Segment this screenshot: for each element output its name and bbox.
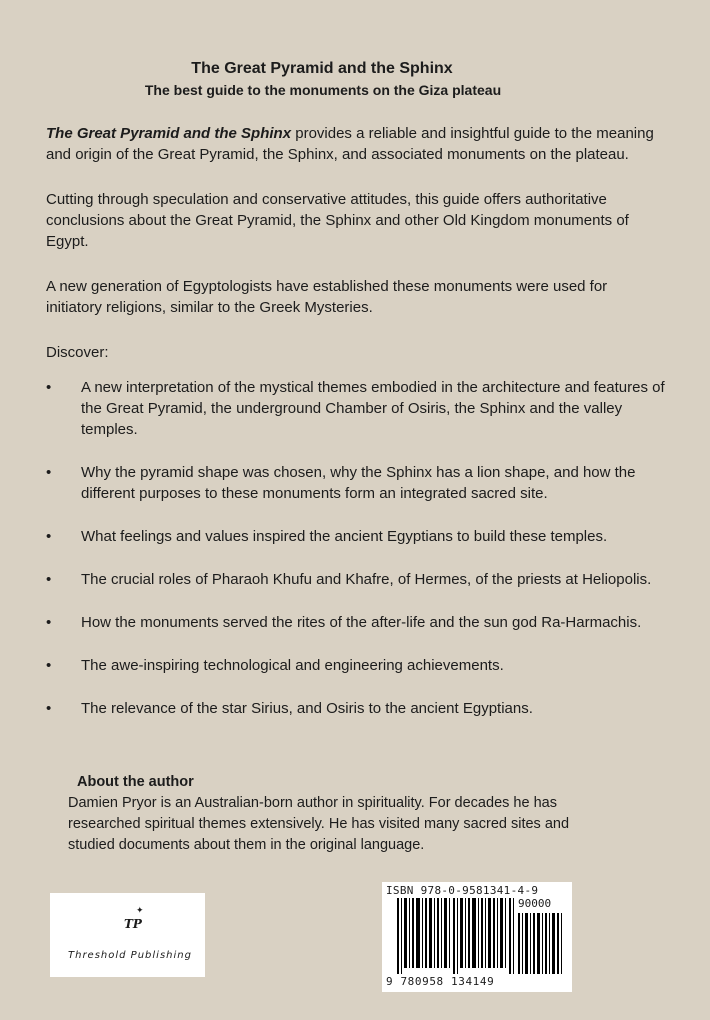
list-item-text: Why the pyramid shape was chosen, why the Sphinx has a lion shape, and how the different purposes to these monuments form an integrated sacred site. bbox=[81, 464, 636, 502]
book-title: The Great Pyramid and the Sphinx bbox=[191, 60, 453, 77]
paragraph-2: Cutting through speculation and conservative attitudes, this guide offers authoritative conclusions about the Great Pyramid, the Sphinx and other Old Kingdom monuments of Egypt. bbox=[46, 191, 629, 250]
list-item bbox=[46, 655, 666, 676]
publisher-logo bbox=[50, 893, 205, 977]
intro-book-title: The Great Pyramid and the Sphinx bbox=[46, 125, 292, 142]
bullet-glyph: • bbox=[46, 700, 52, 717]
blurb bbox=[46, 123, 666, 741]
list-item-text: The crucial roles of Pharaoh Khufu and Khafre, of Hermes, of the priests at Heliopolis. bbox=[81, 571, 652, 588]
list-item-text: The awe-inspiring technological and engineering achievements. bbox=[81, 657, 504, 674]
list-item bbox=[46, 612, 666, 633]
isbn-text: ISBN 978-0-9581341-4-9 bbox=[386, 884, 539, 897]
star-icon: ✦ bbox=[136, 905, 144, 915]
author-heading: About the author bbox=[77, 774, 194, 790]
list-item-text: What feelings and values inspired the ancient Egyptians to build these temples. bbox=[81, 528, 608, 545]
paragraph-3: A new generation of Egyptologists have established these monuments were used for initiatory religions, similar to the Greek Mysteries. bbox=[46, 278, 608, 316]
list-item bbox=[46, 698, 666, 719]
list-item bbox=[46, 462, 666, 504]
bullet-list bbox=[46, 377, 666, 719]
about-author bbox=[68, 772, 588, 856]
publisher-initials: TP bbox=[124, 917, 142, 931]
author-bio: Damien Pryor is an Australian-born author in spirituality. For decades he has researched spiritual themes extensively. He has visited many sacred sites and studied documents about them in the original language. bbox=[68, 795, 570, 853]
intro-paragraph bbox=[46, 123, 666, 165]
addon-barcode-bars-icon bbox=[518, 913, 562, 974]
bullet-glyph: • bbox=[46, 571, 52, 588]
isbn-barcode bbox=[382, 882, 572, 992]
list-item-text: The relevance of the star Sirius, and Osiris to the ancient Egyptians. bbox=[81, 700, 533, 717]
bullet-glyph: • bbox=[46, 657, 52, 674]
discover-label: Discover: bbox=[46, 344, 109, 361]
title-block bbox=[0, 60, 710, 98]
list-item-text: A new interpretation of the mystical themes embodied in the architecture and features of the Great Pyramid, the underground Chamber of Osiris, the Sphinx and the valley temples. bbox=[81, 379, 665, 438]
price-code: 90000 bbox=[518, 897, 552, 910]
bullet-glyph: • bbox=[46, 379, 52, 396]
list-item bbox=[46, 377, 666, 440]
book-subtitle: The best guide to the monuments on the Giza plateau bbox=[144, 82, 502, 98]
barcode-digits: 9 780958 134149 bbox=[386, 975, 495, 988]
barcode-bars-icon bbox=[397, 898, 515, 974]
bullet-glyph: • bbox=[46, 614, 52, 631]
list-item bbox=[46, 569, 666, 590]
list-item-text: How the monuments served the rites of the after-life and the sun god Ra-Harmachis. bbox=[81, 614, 642, 631]
intro-rest: provides a reliable and insightful guide to the meaning and origin of the Great Pyramid, the Sphinx, and associated monuments on the plateau. bbox=[46, 125, 654, 163]
list-item bbox=[46, 526, 666, 547]
bullet-glyph: • bbox=[46, 528, 52, 545]
bullet-glyph: • bbox=[46, 464, 52, 481]
publisher-name: Threshold Publishing bbox=[68, 950, 192, 961]
